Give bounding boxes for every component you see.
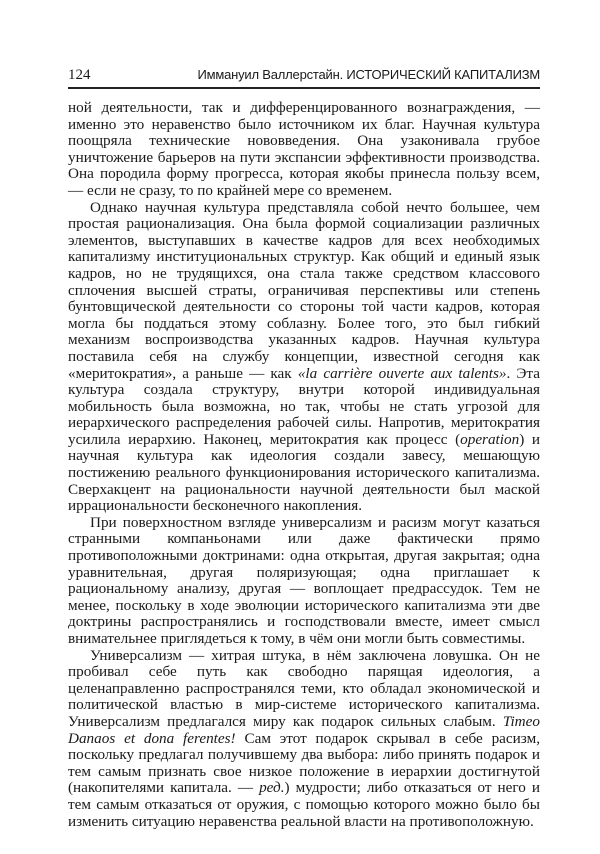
running-header: [68, 66, 540, 89]
running-title: Иммануил Валлерстайн. ИСТОРИЧЕСКИЙ КАПИТАЛИЗМ: [197, 67, 540, 82]
text-run: ) и научная культура как идеология создали завесу, мешающую постижению реального функционирования исторического капитализма. Сверхакцент на рациональности научной деятельности был маской иррациональности бесконечного накопления.: [68, 430, 540, 515]
text-run: ной деятельности, так и дифференцированного вознаграждения, — именно это неравенство было источником их благ. Научная культура поощряла технические нововведения. Она узаконивала грубое уничтожение барьеров на пути экспансии эффективности производства. Она породила форму прогресса, которая якобы принесла пользу всем, — если не сразу, то по крайней мере со временем.: [68, 99, 540, 199]
italic-text: operation: [460, 430, 520, 448]
text-run: При поверхностном взгляде универсализм и расизм могут казаться странными компаньонами или даже фактически прямо противоположными доктринами: одна открытая, другая закрытая; одна уравнительная, другая поляризующая; одна приглашает к рациональному анализу, другая — воплощает предрассудок. Тем не менее, поскольку в ходе эволюции исторического капитализма эти две доктрины распространялись и господствовали вместе, имеет смысл внимательнее приглядеться к тому, в чём они могли быть совместимы.: [68, 513, 540, 647]
italic-text: ред.: [259, 779, 285, 797]
book-page: [68, 66, 540, 830]
paragraph: [68, 100, 540, 200]
italic-text: «la carrière ouverte aux talents»: [297, 364, 507, 382]
paragraph: [68, 200, 540, 515]
text-run: Универсализм — хитрая штука, в нём заключена ловушка. Он не пробивал себе путь как свободно парящая идеология, а целенаправленно распространялся теми, кто обладал экономической и политической властью в мир-системе исторического капитализма. Универсализм предлагался миру как подарок сильных слабым.: [68, 646, 540, 730]
page-number: 124: [68, 67, 91, 83]
paragraph: [68, 515, 540, 648]
text-run: Однако научная культура представляла собой нечто большее, чем простая рационализация. Она была формой социализации различных элементов, выступавших в качестве кадров для всех необходимых капитализму институциональных структур. Как общий и единый язык кадров, но не трудящихся, она стала также средством классового сплочения высшей страты, ограничивая перспективы или степень бунтовщической деятельности со стороны той части кадров, которая могла бы поддаться этому соблазну. Более того, это был гибкий механизм воспроизводства указанных кадров. Научная культура поставила себя на службу концепции, известной сегодня как «меритократия», а раньше — как: [68, 198, 540, 382]
paragraph: [68, 648, 540, 831]
text-run: ) мудрости; либо отказаться от него и тем самым отказаться от оружия, с помощью которого можно было бы изменить ситуацию неравенства реальной власти на противоположную.: [68, 779, 540, 830]
italic-text: Timeo Danaos et dona ferentes!: [68, 712, 540, 747]
text-run: Сам этот подарок скрывал в себе расизм, поскольку предлагал получившему два выбора: либо принять подарок и тем самым признать свое низкое положение в иерархии достигнутой (накопителями капитала. —: [68, 729, 540, 797]
text-run: . Эта культура создала структуру, внутри которой индивидуальная мобильность была возможна, но так, чтобы не стать угрозой для иерархического распределения рабочей силы. Напротив, меритократия усилила иерархию. Наконец, меритократия как процесс (: [68, 364, 540, 448]
body-text: [68, 100, 540, 830]
